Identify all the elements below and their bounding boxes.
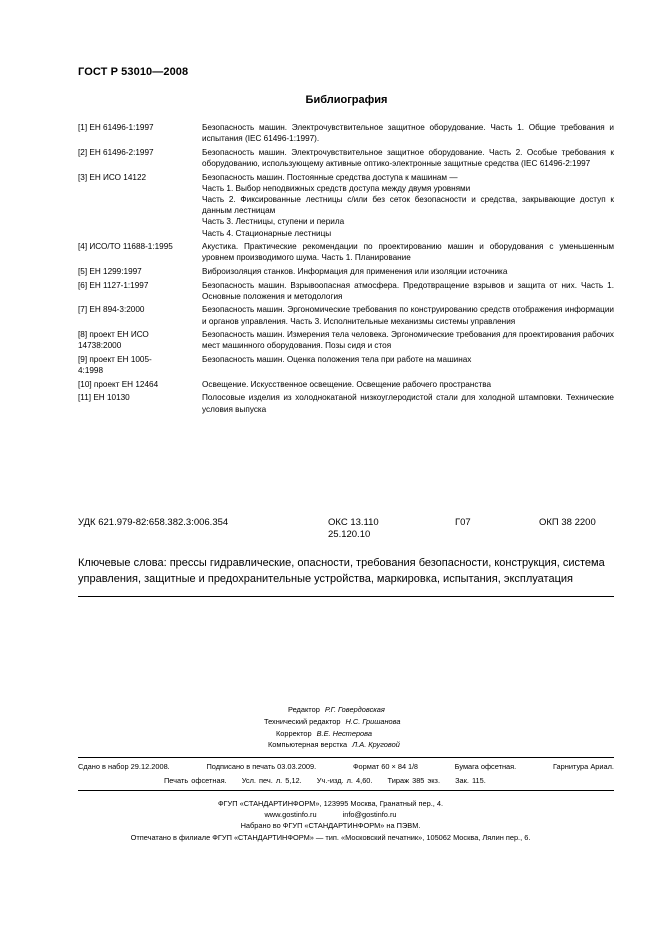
bibliography-entry <box>78 122 614 144</box>
publisher-contacts <box>264 809 396 820</box>
bibliography-line: Безопасность машин. Измерения тела человека. Эргономические требования для проектирования рабочих мест машинного оборудования. Позы сидя и стоя <box>202 330 614 351</box>
bibliography-ref: [10] проект ЕН 12464 <box>78 379 159 389</box>
print-method: Печать офсетная. <box>164 776 227 785</box>
print-pub-sheets: Уч.-изд. л. 4,60. <box>316 776 373 785</box>
bibliography-entry <box>78 172 614 239</box>
divider <box>78 596 614 597</box>
oks-code-line: 25.120.10 <box>328 529 371 540</box>
divider <box>78 790 614 791</box>
bibliography-line: Полосовые изделия из холоднокатаной низкоуглеродистой стали для холодной штамповки. Технические условия выпуска <box>202 393 614 414</box>
bibliography-text <box>202 354 614 376</box>
credit-name: Н.С. Гришанова <box>345 716 401 726</box>
publisher-printed: Отпечатано в филиале ФГУП «СТАНДАРТИНФОРМ» — тип. «Московский печатник», 105062 Москва, Лялин пер., 6. <box>130 832 531 842</box>
oks-code <box>328 517 379 541</box>
publisher-address: ФГУП «СТАНДАРТИНФОРМ», 123995 Москва, Гранатный пер., 4. <box>217 799 444 808</box>
bibliography-text <box>202 241 614 263</box>
print-signed-date: Подписано в печать 03.03.2009. <box>206 762 317 771</box>
bibliography-line: Часть 3. Лестницы, ступени и перила <box>202 217 345 227</box>
print-format-text: Формат 60 × 84 <box>352 762 407 771</box>
bibliography-text <box>202 122 614 144</box>
bibliography-entry <box>78 392 614 414</box>
bibliography-entry <box>78 241 614 263</box>
bibliography-ref: [8] проект ЕН ИСО 14738:2000 <box>78 330 149 351</box>
bibliography-entry <box>78 280 614 302</box>
bibliography-text <box>202 379 614 390</box>
credit-role: Корректор <box>276 728 312 738</box>
bibliography-entry <box>78 379 614 390</box>
print-sheets: Усл. печ. л. 5,12. <box>241 776 302 785</box>
credit-role: Технический редактор <box>264 716 341 726</box>
udk-code: УДК 621.979-82:658.382.3:006.354 <box>78 517 229 528</box>
publisher-website: www.gostinfo.ru <box>264 810 317 820</box>
bibliography-text <box>202 392 614 414</box>
bibliography-ref: [6] ЕН 1127-1:1997 <box>78 280 149 290</box>
credits-block <box>0 704 661 751</box>
credit-name: Л.А. Круговой <box>352 740 400 750</box>
bibliography-line: Безопасность машин. Электрочувствительное защитное оборудование. Часть 2. Особые требования к оборудованию, использующему активные оптико-электронные защитные средства (IEC 61496-2:1997 <box>202 147 614 168</box>
print-format-fraction: 1/8 <box>408 764 418 771</box>
bibliography-line: Часть 2. Фиксированные лестницы с/или без сеток безопасности и средства, закрывающие доступ к данным лестницам <box>202 195 614 216</box>
keywords: Ключевые слова: прессы гидравлические, опасности, требования безопасности, конструкция, система управления, защитные и предохранительные устройства, маркировка, испытания, эксплуатация <box>78 557 605 585</box>
bibliography-ref: [1] ЕН 61496-1:1997 <box>78 123 154 132</box>
bibliography-entry <box>78 329 614 351</box>
bibliography-ref: [3] ЕН ИСО 14122 <box>78 172 147 182</box>
divider <box>78 757 614 758</box>
print-format <box>353 761 418 773</box>
bibliography-line: Безопасность машин. Взрывоопасная атмосфера. Предотвращение взрывов и защита от них. Часть 1. Основные положения и методология <box>202 280 614 301</box>
publisher-email: info@gostinfo.ru <box>342 810 397 820</box>
print-info-row <box>78 775 614 786</box>
oks-code-line: ОКС 13.110 <box>328 517 379 528</box>
bibliography-ref: [9] проект ЕН 1005-4:1998 <box>78 354 152 376</box>
credit-role: Компьютерная верстка <box>268 740 348 750</box>
credit-row <box>0 739 661 751</box>
bibliography-title-text: Библиография <box>305 94 388 106</box>
bibliography-line: Акустика. Практические рекомендации по проектированию машин и оборудования с уменьшенным уровнем производимого шума. Часть 1. Планирование <box>202 242 614 263</box>
bibliography-ref: [11] ЕН 10130 <box>78 393 130 403</box>
print-font: Гарнитура Ариал. <box>552 762 614 771</box>
credit-name: Р.Г. Говердовская <box>324 705 385 714</box>
credit-row <box>0 728 661 740</box>
bibliography-text <box>202 280 614 302</box>
bibliography-text <box>202 172 614 239</box>
print-paper: Бумага офсетная. <box>454 762 517 771</box>
bibliography-line: Безопасность машин. Эргономические требования по конструированию средств отображения информации и органов управления. Часть 3. Исполнительные механизмы системы управления <box>202 305 614 326</box>
bibliography-entry <box>78 147 614 169</box>
credit-row <box>0 716 661 728</box>
bibliography-line: Часть 4. Стационарные лестницы <box>202 228 332 238</box>
bibliography-entry <box>78 266 614 277</box>
bibliography-line: Безопасность машин. Постоянные средства доступа к машинам — <box>202 172 458 182</box>
print-info-row <box>78 761 614 773</box>
bibliography-line: Безопасность машин. Электрочувствительное защитное оборудование. Часть 1. Общие требования и испытания (IEC 61496-1:1997). <box>202 123 614 144</box>
bibliography-line: Безопасность машин. Оценка положения тела при работе на машинах <box>202 354 472 364</box>
bibliography-line: Виброизоляция станков. Информация для применения или изоляции источника <box>202 267 508 276</box>
bibliography-ref: [7] ЕН 894-3:2000 <box>78 305 145 315</box>
bibliography-line: Освещение. Искусственное освещение. Освещение рабочего пространства <box>202 379 492 389</box>
publisher-typeset: Набрано во ФГУП «СТАНДАРТИНФОРМ» на ПЭВМ. <box>240 821 421 831</box>
bibliography-title <box>0 94 661 106</box>
credit-role: Редактор <box>288 705 320 714</box>
bibliography-ref: [2] ЕН 61496-2:1997 <box>78 147 154 157</box>
bibliography-entry <box>78 304 614 326</box>
print-run: Тираж 385 экз. <box>387 776 440 785</box>
bibliography-text <box>202 147 614 169</box>
publisher-block <box>0 798 661 843</box>
g-code: Г07 <box>455 517 471 528</box>
page-header-standard-number: ГОСТ Р 53010—2008 <box>78 66 189 78</box>
bibliography-text <box>202 304 614 326</box>
credit-name: В.Е. Нестерова <box>316 728 372 738</box>
bibliography-text <box>202 266 614 277</box>
bibliography-line: Часть 1. Выбор неподвижных средств доступа между двумя уровнями <box>202 183 471 193</box>
okp-code: ОКП 38 2200 <box>539 517 596 528</box>
bibliography-ref: [5] ЕН 1299:1997 <box>78 267 142 276</box>
print-set-date: Сдано в набор 29.12.2008. <box>78 762 170 771</box>
bibliography-text <box>202 329 614 351</box>
credit-row <box>0 704 661 716</box>
bibliography-ref: [4] ИСО/ТО 11688-1:1995 <box>78 242 173 252</box>
print-order: Зак. 115. <box>455 776 486 785</box>
bibliography-list <box>78 122 614 417</box>
bibliography-entry <box>78 354 614 376</box>
